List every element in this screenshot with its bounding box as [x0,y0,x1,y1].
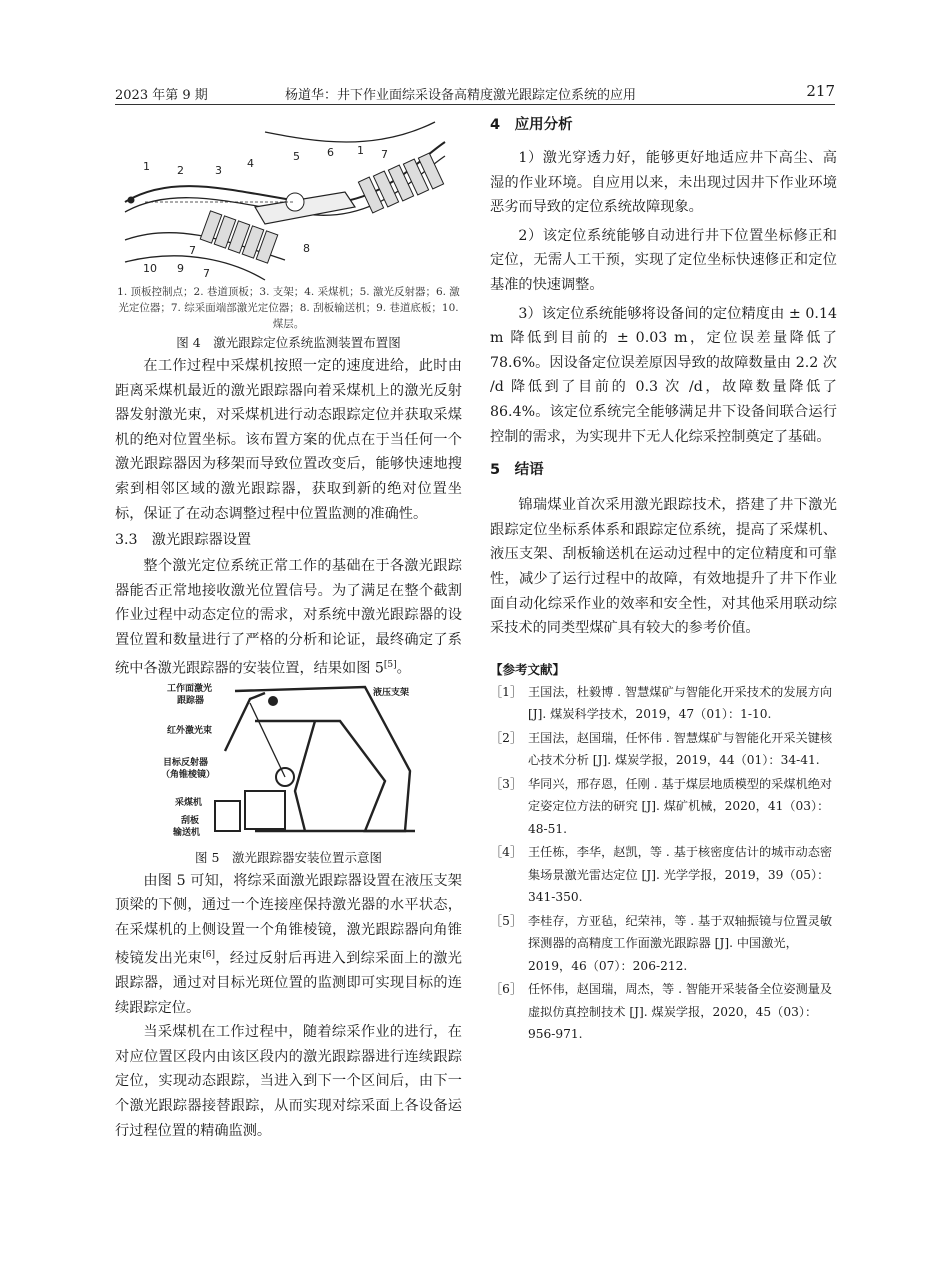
figure-4 [115,112,462,284]
fig4-num-7c: 7 [203,267,210,280]
paragraph-handover-tracking: 当采煤机在工作过程中，随着综采作业的进行，在对应位置区段内由该区段内的激光跟踪器进行连续跟踪定位，实现动态跟踪，当进入到下一个区间后，由下一个激光跟踪器接替跟踪，从而实现对综采面上各设备运行过程位置的精确监测。 [115,1024,462,1139]
fig4-num-7a: 7 [189,244,196,257]
reference-text: 任怀伟，赵国瑞，周杰，等 . 智能开采装备全位姿测量及虚拟仿真控制技术 [J]. 煤炭学报，2020，45（03）：956-971. [528,982,833,1042]
conveyor-box [215,801,240,831]
citation-6: [6] [202,949,215,960]
infrared-laser-beam [250,703,285,777]
header-rule [115,104,835,105]
section-5-heading: 5 结语 [490,462,544,479]
fig4-num-4: 4 [247,157,254,170]
fig4-num-3: 3 [215,164,222,177]
label-support: 液压支架 [373,687,410,698]
reference-item [490,841,837,909]
reference-item [490,681,837,726]
upper-roof-line [265,122,435,142]
shearer-box [245,791,285,829]
p3-tail: ，经过反射后再进入到综采面上的激光跟踪器，通过对目标光斑位置的监测即可实现目标的连续跟踪定位。 [115,950,462,1016]
fig4-num-9: 9 [177,262,184,275]
reference-number: ［6］ [490,982,523,997]
label-reflector-1: 目标反射器 [163,757,209,768]
reference-text: 华同兴，邢存恩，任刚 . 基于煤层地质模型的采煤机绝对定姿定位方法的研究 [J]. 煤矿机械，2020，41（03）：48-51. [528,776,833,836]
figure-5-caption: 图 5 激光跟踪器安装位置示意图 [195,849,382,865]
fig4-num-2: 2 [177,164,184,177]
p2-tail: 。 [396,660,411,677]
p3-text: 由图 5 可知，将综采面激光跟踪器设置在液压支架顶梁的下侧，通过一个连接座保持激光器的水平状态，在采煤机的上侧设置一个角锥棱镜，激光跟踪器向角锥棱镜发出光束 [115,872,462,967]
running-title: 杨道华：井下作业面综采设备高精度激光跟踪定位系统的应用 [285,88,637,103]
roof-control-point [128,197,135,204]
figure-4-key: 1. 顶板控制点；2. 巷道顶板；3. 支架；4. 采煤机；5. 激光反射器；6. 激光定位器；7. 综采面端部激光定位器；8. 刮板输送机；9. 巷道底板；10. 煤层。 [117,286,460,330]
paragraph-figure5-explanation [115,869,462,1020]
fig4-num-1: 1 [143,160,150,173]
reference-number: ［2］ [490,730,523,745]
left-column [115,112,462,1143]
right-column [490,112,837,1047]
label-shearer: 采煤机 [175,797,203,808]
conclusion-paragraph: 锦瑞煤业首次采用激光跟踪技术，搭建了井下激光跟踪定位坐标系体系和跟踪定位系统，提高了采煤机、液压支架、刮板输送机在运动过程中的定位精度和可靠性，减少了运行过程中的故障，有效地提升了井下作业面自动化综采作业的效率和安全性，对其他采用联动综采技术的同类型煤矿具有较大的参考价值。 [490,497,837,637]
fig4-num-10: 10 [143,262,157,275]
p2-text: 整个激光定位系统正常工作的基础在于各激光跟踪器能否正常地接收激光位置信号。为了满足在整个截割作业过程中动态定位的需求，对系统中激光跟踪器的设置位置和数量进行了严格的分析和论证，最终确定了系统中各激光跟踪器的安装位置，结果如图 5 [115,558,462,677]
fig4-num-5: 5 [293,150,300,163]
reference-number: ［3］ [490,776,523,791]
label-tracker-2: 跟踪器 [177,695,205,706]
figure-5-diagram [115,681,462,847]
reference-text: 王国法，杜毅博 . 智慧煤矿与智能化开采技术的发展方向 [J]. 煤炭科学技术，2019，47（01）：1-10. [528,684,833,722]
reference-item [490,978,837,1046]
journal-issue: 2023 年第 9 期 [115,88,208,103]
references-list [490,681,837,1046]
label-reflector-2: （角锥棱镜） [161,769,216,780]
reference-text: 王任栋，李华，赵凯，等 . 基于核密度估计的城市动态密集场景激光雷达定位 [J]. 光学学报，2019，39（05）：341-350. [528,845,833,905]
figure-4-diagram [115,112,462,284]
analysis-item-3: 3）该定位系统能够将设备间的定位精度由 ± 0.14 m 降低到目前的 ± 0.03 m，定位误差量降低了 78.6%。因设备定位误差原因导致的故障数量由 2.2 次 /d 降低到了目前的 0.3 次 /d，故障数量降低了 86.4%。该定位系统完全能够满足井下设备间联合运行控制的需求，为实现井下无人化综采控制奠定了基础。 [490,305,837,445]
fig4-num-7b: 7 [381,148,388,161]
section-4-heading: 4 应用分析 [490,117,573,133]
page-number: 217 [806,82,835,100]
fig4-num-6: 6 [327,146,334,159]
reference-text: 王国法，赵国瑞，任怀伟 . 智慧煤矿与智能化开采关键核心技术分析 [J]. 煤炭学报，2019，44（01）：34-41. [528,730,833,768]
label-conveyor-1: 刮板 [181,815,200,826]
citation-5: [5] [383,659,397,670]
reference-item [490,727,837,772]
paragraph-tracking-operation: 在工作过程中采煤机按照一定的速度进给，此时由距离采煤机最近的激光跟踪器向着采煤机上的激光反射器发射激光束，对采煤机进行动态跟踪定位并获取采煤机的绝对位置坐标。该布置方案的优点在于当任何一个激光跟踪器因为移架而导致位置改变后，能够快速地搜索到相邻区域的激光跟踪器，获取到新的绝对位置坐标，保证了在动态调整过程中位置监测的准确性。 [115,358,462,522]
label-beam: 红外激光束 [167,725,213,736]
hydraulic-supports-right [358,153,443,213]
fig4-num-8: 8 [303,242,310,255]
section-3-3-heading: 3.3 激光跟踪器设置 [115,532,252,549]
tracker-mount [268,696,278,706]
support-top-beam [235,687,410,831]
reference-text: 李桂存，方亚毡，纪荣祎，等 . 基于双轴振镜与位置灵敏探测器的高精度工作面激光跟踪器 [J]. 中国激光，2019，46（07）：206-212. [528,913,833,973]
figure-4-caption: 图 4 激光跟踪定位系统监测装置布置图 [176,335,401,350]
reference-number: ［1］ [490,684,523,699]
fig4-num-1b: 1 [357,144,364,157]
figure-5 [115,681,462,847]
analysis-item-2: 2）该定位系统能够自动进行井下位置坐标修正和定位，无需人工干预，实现了定位坐标快速修正和定位基准的快速调整。 [490,227,837,293]
paragraph-tracker-setup [115,554,462,681]
running-header [115,84,835,106]
support-leg [295,721,315,831]
references-title: 【参考文献】 [490,661,566,677]
reference-number: ［5］ [490,913,523,928]
reference-item [490,910,837,978]
analysis-item-1: 1）激光穿透力好，能够更好地适应井下高尘、高湿的作业环境。自应用以来，未出现过因井下作业环境恶劣而导致的定位系统故障现象。 [490,150,837,216]
label-conveyor-2: 输送机 [173,827,201,838]
label-tracker-1: 工作面激光 [167,683,213,694]
reference-item [490,773,837,841]
reference-number: ［4］ [490,845,523,860]
